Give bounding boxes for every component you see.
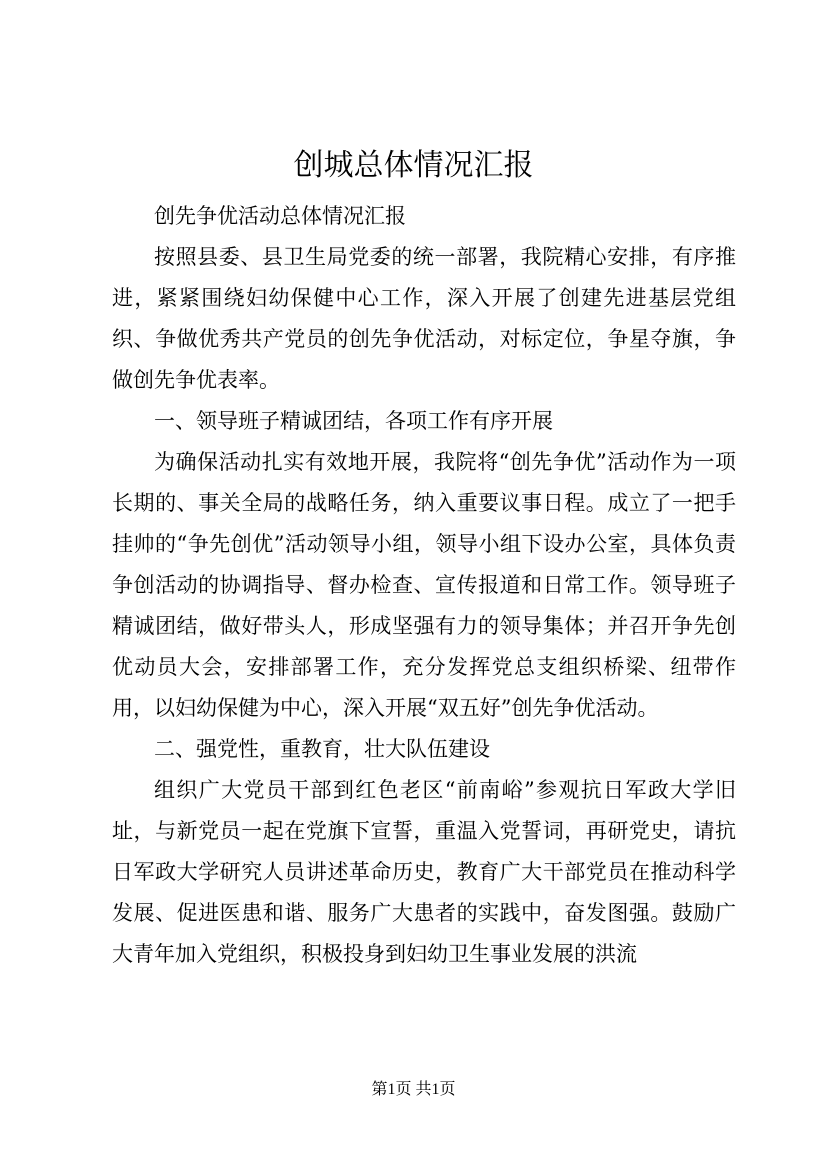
- section-heading-2: 二、强党性，重教育，壮大队伍建设: [154, 737, 490, 761]
- document-body: [112, 196, 736, 975]
- document-title: 创城总体情况汇报: [293, 148, 534, 183]
- paragraph-section-1: 为确保活动扎实有效地开展，我院将“创先争优”活动作为一项长期的、事关全局的战略任务，纳入重要议事日程。成立了一把手挂帅的“争先创优”活动领导小组，领导小组下设办公室，具体负责争创活动的协调指导、督办检查、宣传报道和日常工作。领导班子精诚团结，做好带头人，形成坚强有力的领导集体；并召开争先创优动员大会，安排部署工作，充分发挥党总支组织桥梁、纽带作用，以妇幼保健为中心，深入开展“双五好”创先争优活动。: [112, 450, 736, 720]
- paragraph-intro: 按照县委、县卫生局党委的统一部署，我院精心安排，有序推进，紧紧围绕妇幼保健中心工作，深入开展了创建先进基层党组织、争做优秀共产党员的创先争优活动，对标定位，争星夺旗，争做创先争优表率。: [112, 245, 736, 392]
- document-subtitle: 创先争优活动总体情况汇报: [154, 204, 406, 228]
- paragraph-section-2: 组织广大党员干部到红色老区“前南峪”参观抗日军政大学旧址，与新党员一起在党旗下宣誓，重温入党誓词，再研党史，请抗日军政大学研究人员讲述革命历史，教育广大干部党员在推动科学发展、促进医患和谐、服务广大患者的实践中，奋发图强。鼓励广大青年加入党组织，积极投身到妇幼卫生事业发展的洪流: [112, 778, 736, 966]
- page-footer: 第1页 共1页: [371, 1081, 456, 1098]
- section-heading-1: 一、领导班子精诚团结，各项工作有序开展: [154, 409, 553, 433]
